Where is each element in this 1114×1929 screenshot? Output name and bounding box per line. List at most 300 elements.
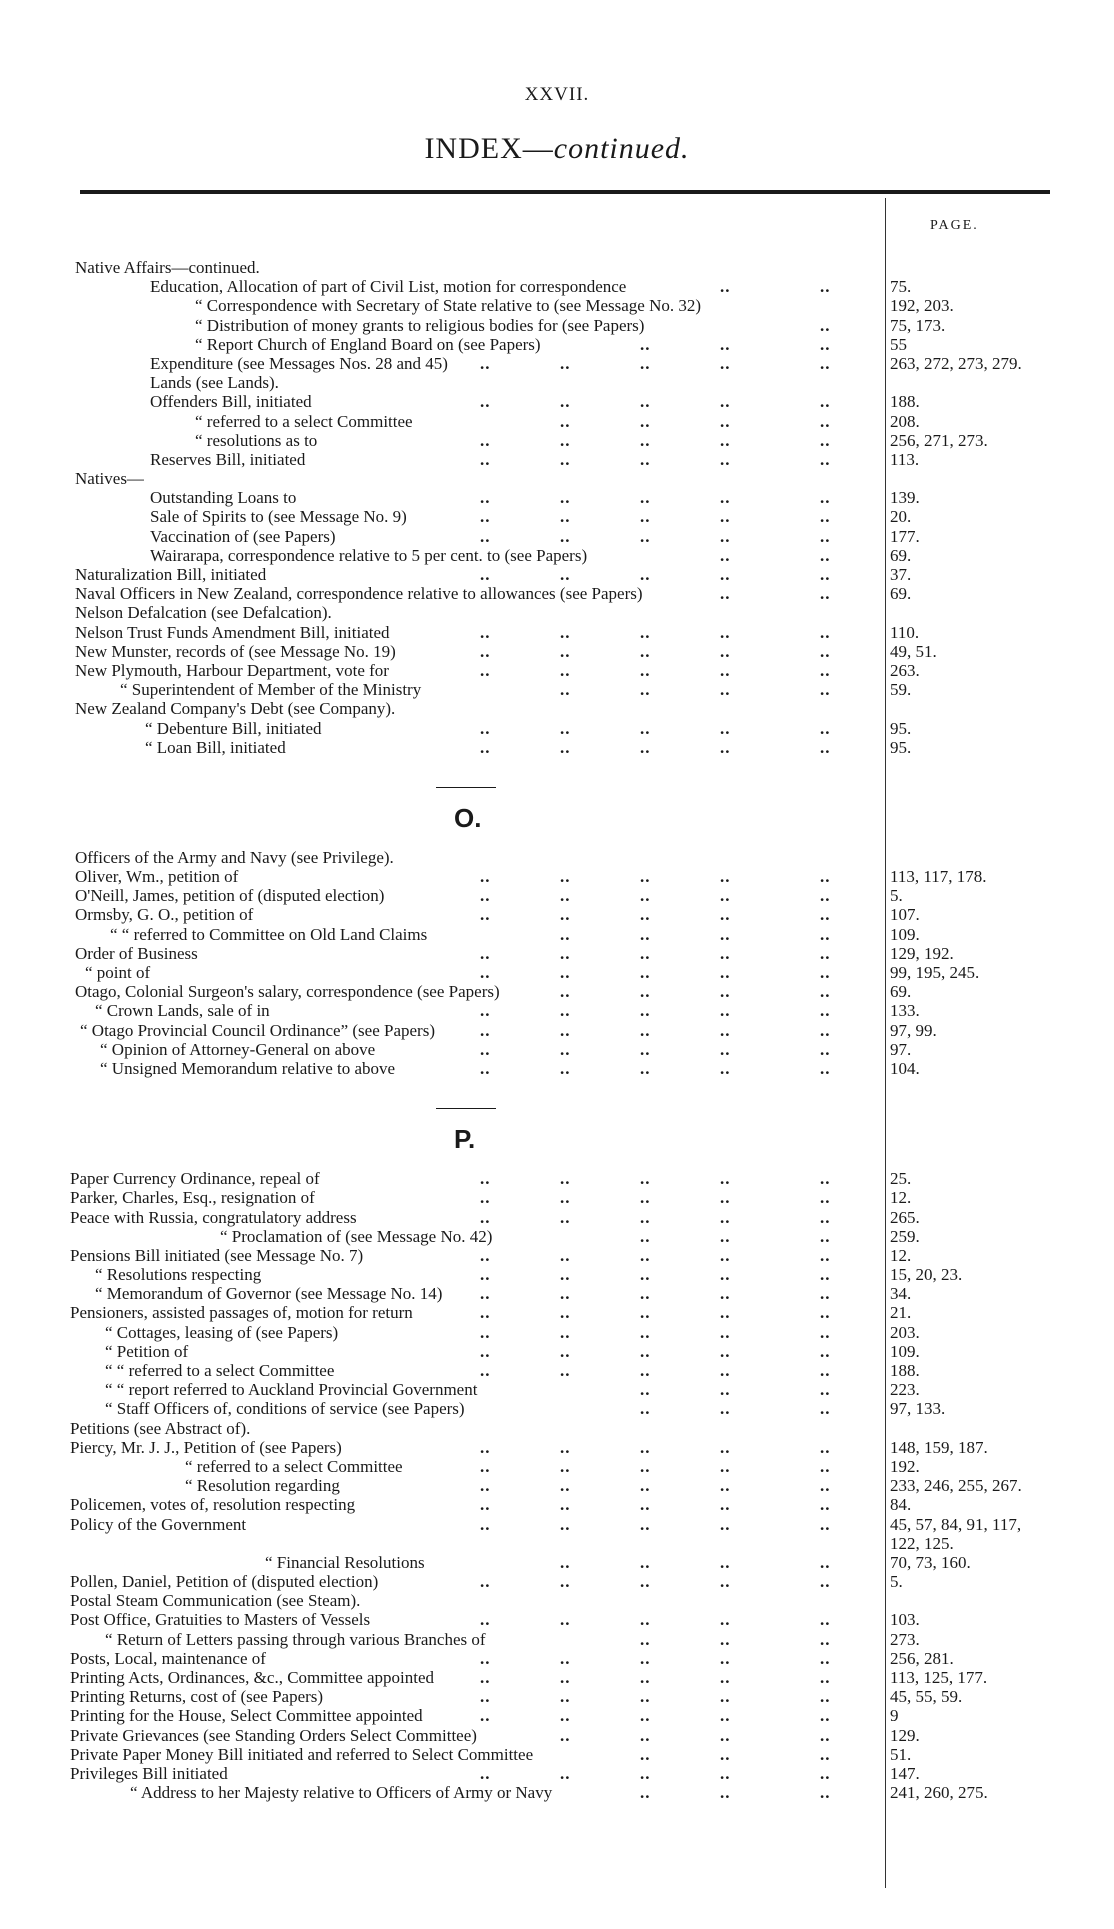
leader-dots: ..	[560, 622, 571, 642]
index-entry	[0, 584, 1114, 603]
entry-pages: 223.	[890, 1380, 920, 1400]
entry-pages: 45, 55, 59.	[890, 1687, 963, 1707]
leader-dots: ..	[820, 1169, 831, 1189]
leader-dots: ..	[560, 1552, 571, 1572]
leader-dots: ..	[720, 353, 731, 373]
index-entry	[0, 848, 1114, 867]
leader-dots: ..	[560, 641, 571, 661]
leader-dots: ..	[820, 680, 831, 700]
leader-dots: ..	[720, 1476, 731, 1496]
leader-dots: ..	[720, 1207, 731, 1227]
entry-text: Ormsby, G. O., petition of	[75, 905, 254, 925]
leader-dots: ..	[480, 1058, 491, 1078]
index-entry	[0, 905, 1114, 924]
leader-dots: ..	[720, 660, 731, 680]
entry-text: Otago, Colonial Surgeon's salary, correspondence (see Papers)	[75, 982, 500, 1002]
leader-dots: ..	[820, 353, 831, 373]
leader-dots: ..	[720, 1169, 731, 1189]
leader-dots: ..	[480, 1706, 491, 1726]
leader-dots: ..	[640, 1380, 651, 1400]
leader-dots: ..	[820, 545, 831, 565]
leader-dots: ..	[480, 867, 491, 887]
leader-dots: ..	[560, 1207, 571, 1227]
leader-dots: ..	[560, 353, 571, 373]
leader-dots: ..	[560, 1169, 571, 1189]
leader-dots: ..	[640, 924, 651, 944]
leader-dots: ..	[560, 718, 571, 738]
index-entry	[0, 661, 1114, 680]
leader-dots: ..	[560, 1668, 571, 1687]
index-entry	[0, 1380, 1114, 1399]
index-entry	[0, 1303, 1114, 1322]
leader-dots: ..	[820, 718, 831, 738]
page-title	[0, 132, 1114, 166]
entry-text: Natives—	[75, 469, 144, 489]
index-entry	[0, 1323, 1114, 1342]
leader-dots: ..	[640, 867, 651, 887]
leader-dots: ..	[820, 1572, 831, 1592]
leader-dots: ..	[820, 982, 831, 1002]
entry-text: Policemen, votes of, resolution respecting	[70, 1495, 356, 1515]
leader-dots: ..	[720, 905, 731, 925]
title-main: INDEX—	[424, 132, 554, 165]
entry-pages: 241, 260, 275.	[890, 1783, 988, 1803]
section-letter: P.	[454, 1124, 476, 1155]
entry-text: “ Loan Bill, initiated	[145, 737, 286, 757]
leader-dots: ..	[560, 1437, 571, 1457]
leader-dots: ..	[720, 886, 731, 906]
leader-dots: ..	[480, 641, 491, 661]
index-entry	[0, 277, 1114, 296]
leader-dots: ..	[820, 1706, 831, 1726]
index-entry	[0, 719, 1114, 738]
leader-dots: ..	[820, 1303, 831, 1323]
index-entry	[0, 1783, 1114, 1802]
index-entry	[0, 1649, 1114, 1668]
leader-dots: ..	[820, 1552, 831, 1572]
leader-dots: ..	[820, 1687, 831, 1707]
leader-dots: ..	[640, 1725, 651, 1745]
entry-text: “ Resolutions respecting	[95, 1265, 262, 1285]
leader-dots: ..	[560, 1265, 571, 1285]
index-entry	[0, 546, 1114, 565]
leader-dots: ..	[560, 660, 571, 680]
entry-text: Offenders Bill, initiated	[150, 392, 312, 412]
entry-text: Officers of the Army and Navy (see Privilege).	[75, 847, 394, 867]
index-entry	[0, 1040, 1114, 1059]
leader-dots: ..	[720, 622, 731, 642]
leader-dots: ..	[560, 1610, 571, 1630]
index-entry	[0, 1399, 1114, 1418]
entry-pages: 203.	[890, 1322, 920, 1342]
leader-dots: ..	[640, 660, 651, 680]
leader-dots: ..	[640, 1648, 651, 1668]
entry-pages: 75, 173.	[890, 315, 946, 335]
leader-dots: ..	[720, 277, 731, 297]
entry-text: Printing for the House, Select Committee appointed	[70, 1706, 423, 1726]
leader-dots: ..	[640, 1188, 651, 1208]
leader-dots: ..	[480, 449, 491, 469]
leader-dots: ..	[640, 1020, 651, 1040]
entry-pages: 49, 51.	[890, 641, 937, 661]
entry-pages: 97, 133.	[890, 1399, 946, 1419]
entry-pages: 15, 20, 23.	[890, 1265, 963, 1285]
index-entry	[0, 373, 1114, 392]
entry-pages: 9	[890, 1706, 899, 1726]
leader-dots: ..	[640, 1610, 651, 1630]
entry-text: “ Petition of	[105, 1341, 189, 1361]
leader-dots: ..	[560, 963, 571, 982]
leader-dots: ..	[480, 1687, 491, 1707]
entry-text: “ Address to her Majesty relative to Officers of Army or Navy	[130, 1783, 553, 1803]
entry-text: “ Crown Lands, sale of in	[95, 1001, 270, 1021]
leader-dots: ..	[820, 867, 831, 887]
index-entry	[0, 392, 1114, 411]
leader-dots: ..	[640, 430, 651, 450]
entry-pages: 208.	[890, 411, 920, 431]
entry-text: Policy of the Government	[70, 1514, 247, 1534]
index-body	[0, 258, 1114, 1802]
leader-dots: ..	[480, 1284, 491, 1304]
leader-dots: ..	[640, 1552, 651, 1572]
index-entry	[0, 1457, 1114, 1476]
leader-dots: ..	[560, 1495, 571, 1515]
leader-dots: ..	[820, 449, 831, 469]
entry-text: “ Return of Letters passing through various Branches of	[105, 1629, 486, 1649]
leader-dots: ..	[560, 449, 571, 469]
leader-dots: ..	[640, 1763, 651, 1783]
leader-dots: ..	[640, 1629, 651, 1649]
leader-dots: ..	[640, 1207, 651, 1227]
leader-dots: ..	[480, 1322, 491, 1342]
leader-dots: ..	[560, 565, 571, 584]
leader-dots: ..	[720, 1188, 731, 1208]
leader-dots: ..	[820, 1341, 831, 1361]
entry-pages: 129, 192.	[890, 943, 954, 963]
leader-dots: ..	[640, 905, 651, 925]
index-entry	[0, 296, 1114, 315]
leader-dots: ..	[480, 1303, 491, 1323]
entry-text: “ Staff Officers of, conditions of service (see Papers)	[105, 1399, 465, 1419]
index-entry	[0, 699, 1114, 718]
leader-dots: ..	[640, 1456, 651, 1476]
index-entry	[0, 1361, 1114, 1380]
entry-text: Naturalization Bill, initiated	[75, 565, 267, 584]
leader-dots: ..	[640, 963, 651, 982]
entry-text: “ Correspondence with Secretary of State relative to (see Message No. 32)	[195, 296, 702, 316]
index-entry	[0, 642, 1114, 661]
leader-dots: ..	[640, 1668, 651, 1687]
entry-pages: 256, 271, 273.	[890, 430, 988, 450]
leader-dots: ..	[560, 1725, 571, 1745]
leader-dots: ..	[640, 334, 651, 354]
leader-dots: ..	[820, 1514, 831, 1534]
entry-pages: 45, 57, 84, 91, 117,	[890, 1514, 1022, 1534]
entry-pages: 21.	[890, 1303, 912, 1323]
leader-dots: ..	[820, 1001, 831, 1021]
leader-dots: ..	[640, 622, 651, 642]
entry-pages: 5.	[890, 1572, 903, 1592]
leader-dots: ..	[720, 1039, 731, 1059]
leader-dots: ..	[640, 1495, 651, 1515]
leader-dots: ..	[640, 1322, 651, 1342]
entry-text: Private Paper Money Bill initiated and referred to Select Committee	[70, 1744, 534, 1764]
entry-pages: 104.	[890, 1058, 920, 1078]
leader-dots: ..	[820, 1226, 831, 1246]
index-entry	[0, 1610, 1114, 1629]
entry-text: Nelson Trust Funds Amendment Bill, initiated	[75, 622, 390, 642]
entry-text: “ Debenture Bill, initiated	[145, 718, 322, 738]
leader-dots: ..	[480, 737, 491, 757]
leader-dots: ..	[640, 943, 651, 963]
leader-dots: ..	[640, 1361, 651, 1380]
leader-dots: ..	[820, 622, 831, 642]
leader-dots: ..	[720, 411, 731, 431]
leader-dots: ..	[820, 1039, 831, 1059]
leader-dots: ..	[820, 1188, 831, 1208]
leader-dots: ..	[820, 1495, 831, 1515]
leader-dots: ..	[820, 660, 831, 680]
entry-text: Printing Acts, Ordinances, &c., Committee appointed	[70, 1668, 435, 1687]
leader-dots: ..	[820, 1322, 831, 1342]
index-entry	[0, 527, 1114, 546]
index-entry	[0, 1745, 1114, 1764]
leader-dots: ..	[480, 1265, 491, 1285]
leader-dots: ..	[560, 867, 571, 887]
leader-dots: ..	[640, 1437, 651, 1457]
entry-text: New Munster, records of (see Message No. 19)	[75, 641, 396, 661]
leader-dots: ..	[560, 943, 571, 963]
index-entry	[0, 1419, 1114, 1438]
index-entry	[0, 738, 1114, 757]
entry-text: “ Unsigned Memorandum relative to above	[100, 1058, 396, 1078]
leader-dots: ..	[480, 1572, 491, 1592]
leader-dots: ..	[560, 1341, 571, 1361]
entry-text: “ Resolution regarding	[185, 1476, 340, 1496]
leader-dots: ..	[560, 737, 571, 757]
index-entry	[0, 1495, 1114, 1514]
leader-dots: ..	[720, 1341, 731, 1361]
entry-pages: 188.	[890, 392, 920, 412]
leader-dots: ..	[640, 526, 651, 546]
leader-dots: ..	[560, 1245, 571, 1265]
index-entry	[0, 1572, 1114, 1591]
leader-dots: ..	[560, 1763, 571, 1783]
leader-dots: ..	[640, 1226, 651, 1246]
leader-dots: ..	[720, 982, 731, 1002]
entry-pages: 233, 246, 255, 267.	[890, 1476, 1022, 1496]
leader-dots: ..	[720, 1361, 731, 1380]
entry-text: “ Distribution of money grants to religious bodies for (see Papers)	[195, 315, 645, 335]
index-entry	[0, 1630, 1114, 1649]
leader-dots: ..	[640, 1245, 651, 1265]
leader-dots: ..	[480, 1039, 491, 1059]
leader-dots: ..	[720, 507, 731, 527]
index-entry	[0, 1687, 1114, 1706]
leader-dots: ..	[560, 1188, 571, 1208]
leader-dots: ..	[720, 545, 731, 565]
leader-dots: ..	[820, 277, 831, 297]
leader-dots: ..	[640, 449, 651, 469]
leader-dots: ..	[480, 1514, 491, 1534]
entry-text: Education, Allocation of part of Civil List, motion for correspondence	[150, 277, 627, 297]
index-entry	[0, 963, 1114, 982]
leader-dots: ..	[820, 565, 831, 584]
entry-pages: 192, 203.	[890, 296, 954, 316]
leader-dots: ..	[720, 1399, 731, 1419]
entry-pages: 69.	[890, 584, 912, 604]
entry-pages: 148, 159, 187.	[890, 1437, 988, 1457]
entry-pages: 109.	[890, 924, 920, 944]
leader-dots: ..	[640, 982, 651, 1002]
entry-pages: 113, 117, 178.	[890, 867, 987, 887]
entry-pages: 70, 73, 160.	[890, 1552, 971, 1572]
entry-text: Oliver, Wm., petition of	[75, 867, 239, 887]
leader-dots: ..	[720, 1572, 731, 1592]
leader-dots: ..	[560, 905, 571, 925]
entry-text: “ Financial Resolutions	[265, 1552, 425, 1572]
entry-pages: 139.	[890, 488, 920, 508]
index-entry	[0, 1706, 1114, 1725]
leader-dots: ..	[480, 1245, 491, 1265]
leader-dots: ..	[820, 963, 831, 982]
entry-text: Outstanding Loans to	[150, 488, 297, 508]
index-entry	[0, 944, 1114, 963]
entry-pages: 103.	[890, 1610, 920, 1630]
leader-dots: ..	[560, 430, 571, 450]
index-entry	[0, 1227, 1114, 1246]
leader-dots: ..	[720, 1629, 731, 1649]
leader-dots: ..	[640, 1514, 651, 1534]
entry-pages: 97, 99.	[890, 1020, 937, 1040]
leader-dots: ..	[560, 507, 571, 527]
entry-pages: 37.	[890, 565, 912, 584]
section-letter: O.	[454, 802, 482, 833]
leader-dots: ..	[640, 886, 651, 906]
leader-dots: ..	[720, 1725, 731, 1745]
leader-dots: ..	[640, 1572, 651, 1592]
leader-dots: ..	[720, 1001, 731, 1021]
leader-dots: ..	[640, 680, 651, 700]
leader-dots: ..	[480, 1020, 491, 1040]
index-entry	[0, 1534, 1114, 1553]
leader-dots: ..	[560, 1706, 571, 1726]
leader-dots: ..	[820, 1629, 831, 1649]
leader-dots: ..	[480, 1610, 491, 1630]
leader-dots: ..	[560, 1514, 571, 1534]
index-entry	[0, 1021, 1114, 1040]
leader-dots: ..	[560, 1572, 571, 1592]
entry-text: New Plymouth, Harbour Department, vote for	[75, 660, 389, 680]
index-entry	[0, 982, 1114, 1001]
entry-text: “ “ report referred to Auckland Provincial Government	[105, 1380, 478, 1400]
index-entry	[0, 1476, 1114, 1495]
leader-dots: ..	[720, 1706, 731, 1726]
entry-pages: 12.	[890, 1188, 912, 1208]
leader-dots: ..	[820, 1476, 831, 1496]
leader-dots: ..	[720, 1284, 731, 1304]
entry-text: “ Proclamation of (see Message No. 42)	[220, 1226, 493, 1246]
index-entry	[0, 1001, 1114, 1020]
entry-pages: 133.	[890, 1001, 920, 1021]
index-entry	[0, 1726, 1114, 1745]
leader-dots: ..	[820, 1058, 831, 1078]
entry-pages: 59.	[890, 680, 912, 700]
leader-dots: ..	[480, 1341, 491, 1361]
entry-pages: 122, 125.	[890, 1533, 954, 1553]
header-rule	[80, 190, 1050, 194]
entry-pages: 69.	[890, 982, 912, 1002]
leader-dots: ..	[820, 430, 831, 450]
leader-dots: ..	[720, 1763, 731, 1783]
leader-dots: ..	[820, 943, 831, 963]
leader-dots: ..	[820, 1610, 831, 1630]
leader-dots: ..	[480, 565, 491, 584]
leader-dots: ..	[480, 1437, 491, 1457]
leader-dots: ..	[720, 718, 731, 738]
leader-dots: ..	[640, 565, 651, 584]
leader-dots: ..	[640, 1687, 651, 1707]
index-entry	[0, 1246, 1114, 1265]
leader-dots: ..	[480, 718, 491, 738]
entry-pages: 95.	[890, 718, 912, 738]
leader-dots: ..	[560, 1039, 571, 1059]
leader-dots: ..	[640, 1744, 651, 1764]
leader-dots: ..	[820, 641, 831, 661]
leader-dots: ..	[820, 1020, 831, 1040]
leader-dots: ..	[720, 1687, 731, 1707]
leader-dots: ..	[480, 886, 491, 906]
leader-dots: ..	[480, 622, 491, 642]
entry-text: “ point of	[85, 963, 151, 982]
leader-dots: ..	[820, 1744, 831, 1764]
entry-text: Order of Business	[75, 943, 198, 963]
index-entry	[0, 1284, 1114, 1303]
entry-pages: 69.	[890, 545, 912, 565]
leader-dots: ..	[820, 1380, 831, 1400]
leader-dots: ..	[720, 1380, 731, 1400]
entry-pages: 110.	[890, 622, 920, 642]
leader-dots: ..	[560, 1020, 571, 1040]
leader-dots: ..	[720, 1245, 731, 1265]
leader-dots: ..	[640, 1265, 651, 1285]
index-entry	[0, 1668, 1114, 1687]
entry-pages: 20.	[890, 507, 912, 527]
entry-text: Vaccination of (see Papers)	[150, 526, 336, 546]
entry-text: “ Otago Provincial Council Ordinance” (see Papers)	[80, 1020, 435, 1040]
leader-dots: ..	[720, 488, 731, 508]
leader-dots: ..	[480, 1361, 491, 1380]
leader-dots: ..	[640, 1706, 651, 1726]
index-entry	[0, 1553, 1114, 1572]
entry-text: Printing Returns, cost of (see Papers)	[70, 1687, 324, 1707]
leader-dots: ..	[720, 449, 731, 469]
leader-dots: ..	[640, 1169, 651, 1189]
leader-dots: ..	[720, 1058, 731, 1078]
leader-dots: ..	[560, 1058, 571, 1078]
entry-text: Post Office, Gratuities to Masters of Vessels	[70, 1610, 371, 1630]
leader-dots: ..	[720, 1265, 731, 1285]
entry-text: Naval Officers in New Zealand, correspondence relative to allowances (see Papers)	[75, 584, 643, 604]
leader-dots: ..	[720, 1456, 731, 1476]
leader-dots: ..	[640, 641, 651, 661]
leader-dots: ..	[480, 1001, 491, 1021]
entry-text: Nelson Defalcation (see Defalcation).	[75, 603, 332, 623]
leader-dots: ..	[560, 411, 571, 431]
leader-dots: ..	[820, 1783, 831, 1803]
leader-dots: ..	[820, 1668, 831, 1687]
index-entry	[0, 507, 1114, 526]
